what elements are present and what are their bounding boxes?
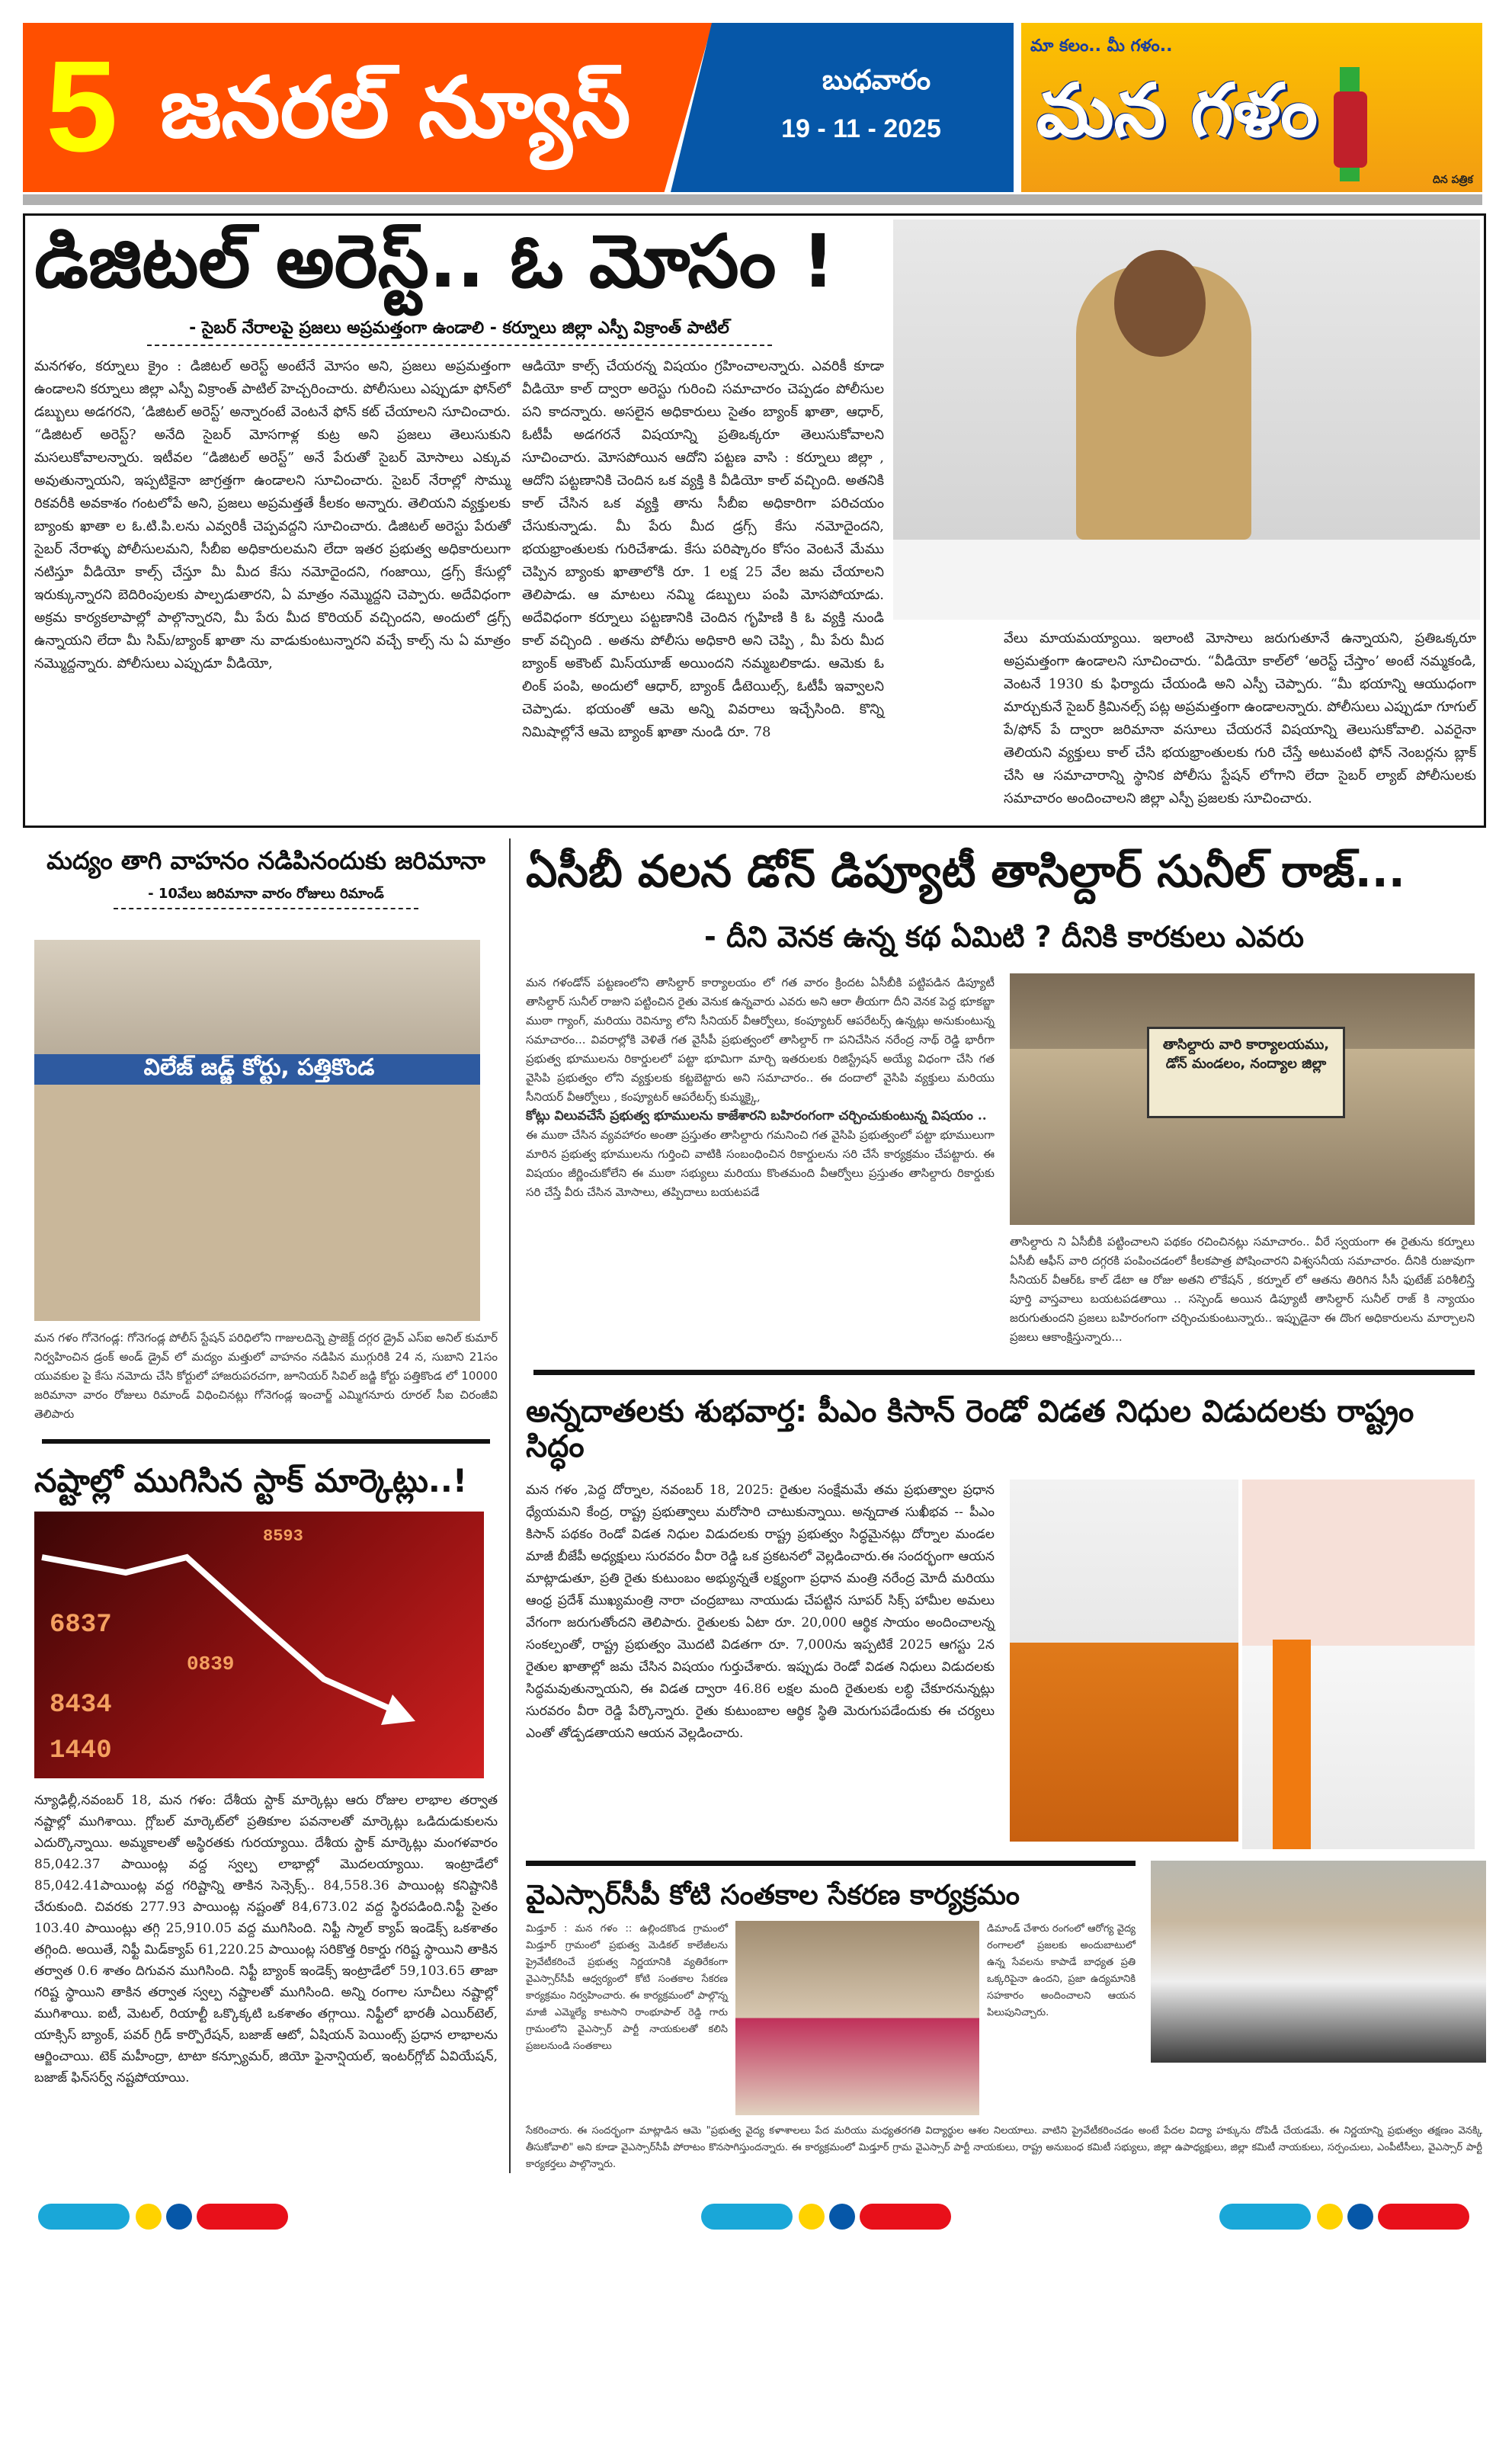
pmkisan-columns xyxy=(526,1480,1482,1849)
lead-columns xyxy=(34,355,884,744)
rule xyxy=(526,1861,1136,1866)
right-column xyxy=(511,838,1486,2173)
footer-decor xyxy=(701,2204,793,2230)
stock-chart-image xyxy=(34,1512,484,1778)
lead-right xyxy=(893,220,1480,810)
footer-decor xyxy=(860,2204,951,2230)
ticker-figure: 8434 xyxy=(50,1690,112,1720)
ticker-figure: 0839 xyxy=(187,1652,235,1675)
acb-subheadline: - దీని వెనక ఉన్న కథ ఏమిటి ? దీనికి కారకులు ఎవరు xyxy=(703,919,1305,954)
issue-date: 19 - 11 - 2025 xyxy=(781,114,941,143)
lead-left xyxy=(34,220,884,810)
ticker-figure: 1440 xyxy=(50,1736,112,1765)
lead-headline: డిజిటల్ అరెస్ట్.. ఓ మోసం ! xyxy=(34,219,835,304)
lead-body-col2: ఆడియో కాల్స్ చేయరన్న విషయం గ్రహించాలన్నారు. ఎవరికీ కూడా వీడియో కాల్ ద్వారా అరెస్టు గురించి సమాచారం చెప్పడం పోలీసుల పని కాదన్నారు. అసలైన అధికారులు సైతం బ్యాంక్ ఖాతా, ఆధార్, ఓటీపీ అడగరనే విషయాన్ని ప్రతిఒక్కరూ తెలుసుకోవాలని సూచించారు. మోసపోయిన ఆదోని పట్టణ వాసి : కర్నూలు జిల్లా , ఆదోని పట్టణానికి చెందిన ఒక వ్యక్తి కి వీడియో కాల్ వచ్చింది. అతనికి కాల్ చేసిన ఒక వ్యక్తి తాను సీబీఐ అధికారిగా పరిచయం చేసుకున్నాడు. మీ పేరు మీద డ్రగ్స్ కేసు నమోదైందని, భయభ్రాంతులకు గురిచేశాడు. కేసు పరిష్కారం కోసం వెంటనే మేము చెప్పిన బ్యాంకు ఖాతాలోకి రూ. 1 లక్ష 25 వేల జమ చేయాలని తెలిపాడు. ఆ మాటలు నమ్మి డబ్బులు పంపి మోసపోయాడు. అదేవిధంగా కర్నూలు పట్టణానికి చెందిన గృహిణి కి ఓ వ్యక్తి నుండి కాల్ వచ్చింది . అతను పోలీసు అధికారి అని చెప్పి , మీ పేరు మీద బ్యాంక్ అకౌంట్ మిస్‌యూజ్ అయిందని నమ్మబలికాడు. ఆమెకు ఓ లింక్ పంపి, అందులో ఆధార్, బ్యాంక్ డీటెయిల్స్, ఓటీపీ ఇవ్వాలని చెప్పాడు. భయంతో ఆమె అన్ని వివరాలు ఇచ్చేసింది. కొన్ని నిమిషాల్లోనే ఆమె బ్యాంక్ ఖాతా నుండి రూ. 78 xyxy=(522,358,884,741)
officer-head xyxy=(1114,250,1206,357)
rule xyxy=(42,1439,490,1444)
lead-article-box xyxy=(23,213,1486,828)
footer-decor xyxy=(1219,2204,1311,2230)
leader-photo xyxy=(1242,1480,1475,1849)
stocks-body: న్యూఢిల్లీ,నవంబర్ 18, మన గళం: దేశీయ స్టాక్ మార్కెట్లు ఆరు రోజుల లాభాల తర్వాత నష్టాల్లో ముగిశాయి. గ్లోబల్ మార్కెట్‌లో ప్రతికూల పవనాలతో మార్కెట్లు ఒడిదుడుకులను ఎదుర్కొన్నాయి. అమ్మకాలతో అస్థిరతకు గురయ్యాయి. దేశీయ స్టాక్ మార్కెట్లు మంగళవారం 85,042.37 పాయింట్ల వద్ద స్వల్ప లాభాల్లో మొదలయ్యాయి. ఇంట్రాడేలో 85,042.41పాయింట్ల వద్ద గరిష్టాన్ని తాకిన సెన్సెక్స్.. 84,558.36 పాయింట్ల కనిష్టానికి చేరుకుంది. చివరకు 277.93 పాయింట్ల నష్టంతో 84,673.02 వద్ద స్థిరపడింది.నిఫ్టీ సైతం 103.40 పాయింట్లు తగ్గి 25,910.05 వద్ద ముగిసింది. నిఫ్టీ స్మాల్ క్యాప్ ఇండెక్స్ ఒకశాతం తగ్గింది. అయితే, నిఫ్టీ మిడ్‌క్యాప్ 61,220.25 పాయింట్ల సరికొత్త రికార్డు గరిష్ట స్థాయిని తాకిన తర్వాత 0.6 శాతం దిగువన ముగిసింది. నిఫ్టీ బ్యాంక్ ఇండెక్స్ ఇంట్రాడేలో 59,103.65 తాజా గరిష్ట స్థాయిని తాకిన తర్వాత స్వల్ప నష్టాలతో ముగిసింది. అన్ని రంగాల సూచీలు నష్టాల్లో ముగిశాయి. ఐటీ, మెటల్, రియాల్టీ ఒక్కొక్కటి ఒకశాతం తగ్గాయి. నిఫ్టీలో భారతీ ఎయిర్‌టెల్, యాక్సిస్ బ్యాంక్, పవర్ గ్రిడ్ కార్పొరేషన్, బజాజ్ ఆటో, ఏషియన్ పెయింట్స్ ప్రధాన లాభాలను ఆర్జించాయి. టెక్ మహీంద్రా, టాటా కన్స్యూమర్, జియో ఫైనాన్షియల్, ఇంటర్‌గ్లోబ్ ఏవియేషన్, బజాజ్ ఫిన్‌సర్వ్ నష్టపోయాయి. xyxy=(34,1792,498,2086)
drunk-body: మన గళం గోనెగండ్ల: గోనెగండ్ల పోలీస్ స్టేషన్ పరిధిలోని గాజులదిన్నె ప్రాజెక్ట్ దగ్గర డ్రైవ్ ఎస్ఐ అనిల్ కుమార్ నిర్వహించిన డ్రంక్ అండ్ డ్రైవ్ లో మద్యం మత్తులో వాహనం నడిపిన ముగ్గురికి 24 న, సుబాని 21సం యువకుల పై కేసు నమోదు చేసి కోర్టులో హాజరుపరచగా, జూనియర్ సివిల్ జడ్జి కోర్టు పత్తికొండ లో 10000 జరిమానా వారం రోజులు రిమాండ్ విధించినట్లు గోనెగండ్ల ఇంచార్జ్ ఎమ్మిగనూరు రూరల్ సీఐ చిరంజీవి తెలిపారు xyxy=(34,1331,498,1422)
rule xyxy=(533,1370,1475,1375)
footer-decor xyxy=(136,2204,162,2230)
lead-subheadline: - సైబర్ నేరాలపై ప్రజలు అప్రమత్తంగా ఉండాలి - కర్నూలు జిల్లా ఎస్పీ విక్రాంత్ పాటిల్ xyxy=(147,319,772,346)
footer-decor xyxy=(829,2204,855,2230)
lead-body-col1: మనగళం, కర్నూలు క్రైం : డిజిటల్ అరెస్ట్ అంటేనే మోసం అని, ప్రజలు అప్రమత్తంగా ఉండాలని కర్నూలు జిల్లా ఎస్పీ విక్రాంత్ పాటిల్ హెచ్చరించారు. పోలీసులు ఎప్పుడూ ఫోన్‌లో డబ్బులు అడగరని, ‘డిజిటల్ అరెస్ట్’ అన్నారంటే వెంటనే ఫోన్ కట్ చేయాలని సూచించారు. “డిజిటల్ అరెస్ట్? అనేది సైబర్ మోసగాళ్ల కుట్ర అని ప్రజలు తెలుసుకుని మసలుకోవాలన్నారు. ఇటీవల “డిజిటల్ అరెస్ట్” అనే పేరుతో సైబర్ మోసాలు ఎక్కువ అవుతున్నాయని, ఇప్పటికైనా జాగ్రత్తగా ఉండాలని సూచించారు. సైబర్ నేరాల్లో సొమ్ము రికవరీకి అవకాశం గంటలోపే అని, ప్రజలు అప్రమత్తతే కీలకం అన్నారు. తెలియని వ్యక్తులకు బ్యాంకు ఖాతా ల ఓ.టి.పి.లను ఎవ్వరికీ చెప్పవద్దని సూచించారు. డిజిటల్ అరెస్టు పేరుతో సైబర్ నేరాళ్ళు పోలీసులమని, సీబీఐ అధికారులమని లేదా ఇతర ప్రభుత్వ అధికారులుగా నటిస్తూ వీడియో కాల్స్ చేస్తూ మీ మీద కేసు నమోదైందని, గంజాయి, డ్రగ్స్ కేసుల్లో ఇరుక్కున్నారని బెదిరింపులకు పాల్పడుతారని, ఏ మాత్రం నమ్మొద్దని చెప్పారు. అదేవిధంగా అక్రమ కార్యకలాపాల్లో పాల్గొన్నారని, మీ పేరు మీద కొరియర్ వచ్చిందని, అందులో డ్రగ్స్ ఉన్నాయని లేదా మీ సిమ్/బ్యాంక్ ఖాతా ను వాడుకుంటున్నారని వచ్చే కాల్స్ ను ఏ మాత్రం నమ్మొద్దన్నారు. పోలీసులు ఎప్పుడూ వీడియో, xyxy=(34,358,511,672)
tahsildar-office-photo xyxy=(1010,973,1475,1225)
logo-name: మన గళం xyxy=(1036,68,1318,153)
group-photo xyxy=(1151,1861,1486,2063)
down-arrow-icon xyxy=(34,1512,484,1778)
ticker-figure: 8593 xyxy=(263,1526,303,1546)
footer-decor xyxy=(1347,2204,1373,2230)
court-photo xyxy=(34,940,480,1321)
stocks-headline: నష్టాల్లో ముగిసిన స్టాక్ మార్కెట్లు..! xyxy=(34,1462,467,1500)
footer-decor xyxy=(1378,2204,1469,2230)
fist-icon xyxy=(1334,91,1367,168)
acb-body-cont: ఈ ముఠా చేసిన వ్యవహారం అంతా ప్రస్తుతం తాసిల్దారు గమనించి గత వైసిపి ప్రభుత్వంలో పట్టా భూములుగా మారిన ప్రభుత్వ భూములను గుర్తించి వాటికి సంబంధించిన రికార్డులను సరి చేసే కార్యక్రమం చేపట్టారు. ఈ విషయం జీర్ణించుకోలేని ఈ ముఠా సభ్యులు మరియు కొంతమంది వీఆర్వోలు ప్రస్తుతం తాసిల్దారు రికార్డుకు సరి చేస్తే వీరు చేసిన మోసాలు, తప్పిదాలు బయటపడే xyxy=(526,1128,995,1200)
ysrcp-left xyxy=(526,1861,1136,2114)
page-number: 5 xyxy=(46,34,118,179)
header-divider xyxy=(23,194,1482,205)
logo-tagline: మా కలం.. మీ గళం.. xyxy=(1030,37,1173,56)
ticker-figure: 6837 xyxy=(50,1610,112,1640)
left-column xyxy=(23,838,511,2173)
modi-photo xyxy=(1010,1480,1238,1842)
section-title: జనరల్ న్యూస్ xyxy=(160,59,631,156)
ysrcp-columns xyxy=(526,1921,1136,2115)
acb-body-right: తాసిల్దారు ని ఏసీబీకి పట్టించాలని పథకం రచించినట్లు సమాచారం.. వీరే స్వయంగా ఈ రైతును కర్నూలు ఏసీబీ ఆఫీస్ వారి దగ్గరకి పంపించడంలో కీలకపాత్ర పోషించారని విశ్వసనీయ సమాచారం. దీనికి రుజువుగా సీనియర్ వీఆర్ఓ కాల్ డేటా ఆ రోజు అతని లొకేషన్ , కర్నూల్ లో ఆతను తిరిగిన సీసీ ఫుటేజ్ పరిశీలిస్తే పూర్తి వాస్తవాలు బయటపడతాయి .. సస్పెండ్ అయిన డిప్యూటీ తాసిల్దార్ సునీల్ రాజ్ కి న్యాయం జరుగుతుందని ప్రజలు బహిరంగంగా చర్చించుకుంటున్నారు.. ఇప్పుడైనా ఈ దొంగ అధికారులను మార్చాలని ప్రజలు ఆకాంక్షిస్తున్నారు... xyxy=(1010,1235,1475,1345)
footer-decor xyxy=(38,2204,130,2230)
ysrcp-body-mid: డిమాండ్ చేశారు రంగంలో ఆరోగ్య వైద్య రంగాలలో ప్రజలకు అందుబాటులో ఉన్న సేవలను కాపాడే బాధ్యత ప్రతి ఒక్కరిపైనా ఉందని, ప్రజా ఉద్యమానికి సహకారం అందించాలని ఆయన పిలుపునిచ్చారు. xyxy=(987,1922,1136,2018)
drunk-subheadline: - 10వేలు జరిమానా వారం రోజులు రిమాండ్ xyxy=(114,886,418,909)
ysrcp-body-left: మిడ్తూర్ : మన గళం :: ఉల్లిందకొండ గ్రామంలో మిడ్తూర్ గ్రామంలో ప్రభుత్వ మెడికల్ కాలేజీలను ప్రైవేటీకరించే ప్రభుత్వ నిర్ణయానికి వ్యతిరేకంగా వైఎస్సార్‌సీపీ ఆధ్వర్యంలో కోటి సంతకాల సేకరణ కార్యక్రమం నిర్వహించారు. ఈ కార్యక్రమంలో పాల్గొన్న మాజీ ఎమ్మెల్యే కాటసాని రాంభూపాల్ రెడ్డి గారు గ్రామంలోని వైఎస్సార్ పార్టీ నాయకులతో కలిసి ప్రజలనుండి సంతకాలు xyxy=(526,1922,728,2052)
logo-subtitle: దిన పత్రిక xyxy=(1433,174,1473,186)
pmkisan-body: మన గళం ,పెద్ద దోర్నాల, నవంబర్ 18, 2025: రైతుల సంక్షేమమే తమ ప్రభుత్వాల ప్రధాన ధ్యేయమని కేంద్ర, రాష్ట్ర ప్రభుత్వాలు మరోసారి చాటుకున్నాయి. అన్నదాత సుఖీభవ -- పీఎం కిసాన్ పథకం రెండో విడత నిధుల విడుదలకు రాష్ట్ర ప్రభుత్వం సిద్ధమైనట్లు దోర్నాల మండల మాజీ బీజేపీ అధ్యక్షులు సురవరం వీరా రెడ్డి ఒక ప్రకటనలో వెల్లడించారు.ఈ సందర్భంగా ఆయన మాట్లాడుతూ, ప్రతి రైతు కుటుంబం అభ్యున్నతే లక్ష్యంగా ప్రధాన మంత్రి నరేంద్ర మోదీ మరియు ఆంధ్ర ప్రదేశ్ ముఖ్యమంత్రి నారా చంద్రబాబు నాయుడు చేపట్టిన సూపర్ సిక్స్ హామీల అమలు వేగంగా జరుగుతోందని తెలిపారు. రైతులకు ఏటా రూ. 20,000 ఆర్థిక సాయం అందించాలన్న సంకల్పంతో, రాష్ట్ర ప్రభుత్వం మొదటి విడతగా రూ. 7,000ను ఇప్పటికే 2025 ఆగస్టు 2న రైతుల ఖాతాల్లో జమ చేసిన విషయం గుర్తుచేశారు. ఇప్పుడు రెండో విడత నిధులు విడుదలకు సిద్ధమవుతున్నాయని, ఈ విడత ద్వారా 46.86 లక్షల మంది రైతులకు లబ్ధి చేకూరనున్నట్లు సురవరం వీరా రెడ్డి పేర్కొన్నారు. రైతు కుటుంబాల ఆర్థిక స్థితి మెరుగుపడేందుకు ఈ చర్యలు ఎంతో తోడ్పడతాయని ఆయన వెల్లడించారు. xyxy=(526,1483,995,1742)
signature-campaign-photo xyxy=(735,1921,979,2115)
table xyxy=(893,540,1480,620)
court-sign: విలేజ్ జడ్జ్ కోర్టు, పత్తికొండ xyxy=(143,1054,375,1082)
ysrcp-headline: వైఎస్సార్‌సీపీ కోటి సంతకాల సేకరణ కార్యక్రమం xyxy=(526,1880,1020,1912)
footer-decor xyxy=(799,2204,825,2230)
lead-body-col3: వేలు మాయమయ్యాయి. ఇలాంటి మోసాలు జరుగుతూనే ఉన్నాయని, ప్రతిఒక్కరూ అప్రమత్తంగా ఉండాలని సూచించారు. “వీడియో కాల్‌లో ‘అరెస్ట్ చేస్తాం’ అంటే నమ్మకండి, వెంటనే 1930 కు ఫిర్యాదు చేయండి అని ఎస్పీ చెప్పారు. “మీ భయాన్ని ఆయుధంగా మార్చుకునే సైబర్ క్రిమినల్స్ పట్ల అప్రమత్తంగా ఉండాలన్నారు. పోలీసులు ఎప్పుడూ గూగుల్ పే/ఫోన్ పే ద్వారా జరిమానా వసూలు చేయరనే విషయాన్ని తెలుసుకోవాలి. ఎవరైనా తెలియని వ్యక్తులు కాల్ చేసి భయభ్రాంతులకు గురి చేస్తే అటువంటి ఫోన్ నెంబర్లను బ్లాక్ చేసి ఆ సమాచారాన్ని స్థానిక పోలీసు స్టేషన్ లోగాని లేదా సైబర్ ల్యాబ్ పోలీసులకు సమాచారం అందించాలని జిల్లా ఎస్పీ ప్రజలకు సూచించారు. xyxy=(1004,630,1476,806)
footer xyxy=(23,2196,1486,2242)
acb-columns xyxy=(526,973,1482,1347)
ysrcp-section xyxy=(526,1861,1482,2114)
drunk-headline: మద్యం తాగి వాహనం నడిపినందుకు జరిమానా xyxy=(46,846,485,875)
lower-section xyxy=(23,838,1486,2173)
footer-decor xyxy=(1317,2204,1343,2230)
sp-photo xyxy=(893,220,1480,620)
acb-body-intro: మన గళండోన్ పట్టణంలోని తాసిల్దార్ కార్యాలయం లో గత వారం క్రిందట ఏసీబీకి పట్టిపడిన డిప్యూటీ తాసిల్దార్ సునీల్ రాజుని పట్టించిన రైతు వెనుక ఉన్నవారు ఎవరు అని ఆరా తీయగా దీని వెనక పెద్ద భూకబ్జా ముఠా గ్యాంగ్, మరియు రెవిన్యూ లోని సీనియర్ వీఆర్వోలు, కంప్యూటర్ ఆపరేటర్స్ ఉన్నట్లు అనుకుంటున్న సమాచారం... వివరాల్లోకి వెళితే గత వైసీపీ ప్రభుత్వంలో తాసిల్దార్ గా పనిచేసిన నరేంద్ర నాథ్ రెడ్డి భారీగా ప్రభుత్వ భూములను రికార్డులలో పట్టా భూమిగా మార్చి ఇతరులకు రిజిస్ట్రేషన్ అయ్యే విధంగా చేసి గత వైసిపి ప్రభుత్వం లోని వ్యక్తులకు కట్టబెట్టారు అని సమాచారం.. ఈ దందాలో వైసిపి వ్యక్తులు మరియు సీనియర్ వీఆర్వోలు , కంప్యూటర్ ఆపరేటర్స్ కుమ్మక్కై, xyxy=(526,976,995,1104)
page-content xyxy=(23,213,1486,2242)
acb-right xyxy=(1010,973,1475,1347)
weekday: బుధవారం xyxy=(822,65,931,96)
saffron-scarf xyxy=(1273,1640,1311,1849)
acb-headline: ఏసీబీ వలన డోన్ డిప్యూటీ తాసిల్దార్ సునీల్ రాజ్... xyxy=(526,845,1405,897)
footer-decor xyxy=(197,2204,288,2230)
footer-decor xyxy=(166,2204,192,2230)
date-banner xyxy=(671,23,1014,192)
pmkisan-headline: అన్నదాతలకు శుభవార్త: పీఎం కిసాన్ రెండో విడత నిధుల విడుదలకు రాష్ట్రం సిద్ధం xyxy=(526,1394,1414,1465)
acb-body xyxy=(526,973,995,1347)
office-sign: తాసిల్దారు వారి కార్యాలయము, డోన్ మండలం, నంద్యాల జిల్లా xyxy=(1147,1027,1345,1118)
ysrcp-body-bottom: సేకరించారు. ఈ సందర్భంగా మాట్లాడిన ఆమె "ప్రభుత్వ వైద్య కళాశాలలు పేద మరియు మధ్యతరగతి విద్యార్థుల ఆశల నిలయాలు. వాటిని ప్రైవేటీకరించడం అంటే పేదల విద్యా హక్కును దోపిడీ చేయడమే. ఈ నిర్ణయాన్ని ప్రభుత్వం తక్షణం వెనక్కి తీసుకోవాలి" అని కూడా వైఎస్సార్‌సీపీ పోరాటం కొనసాగిస్తుందన్నారు. ఈ కార్యక్రమంలో మిడ్తూర్ గ్రామ వైఎస్సార్ పార్టీ నాయకులు, రాష్ట్ర అనుబంధ కమిటీ సభ్యులు, జిల్లా ఉపాధ్యక్షులు, జిల్లా కమిటీ నాయకులు, సర్పంచులు, ఎంపీటీసీలు, వైఎస్సార్ పార్టీ కార్యకర్తలు పాల్గొన్నారు. xyxy=(526,2124,1482,2170)
acb-bold-line: కోట్లు విలువచేసే ప్రభుత్వ భూములను కాజేశారని బహిరంగంగా చర్చించుకుంటున్న విషయం .. xyxy=(526,1108,987,1124)
